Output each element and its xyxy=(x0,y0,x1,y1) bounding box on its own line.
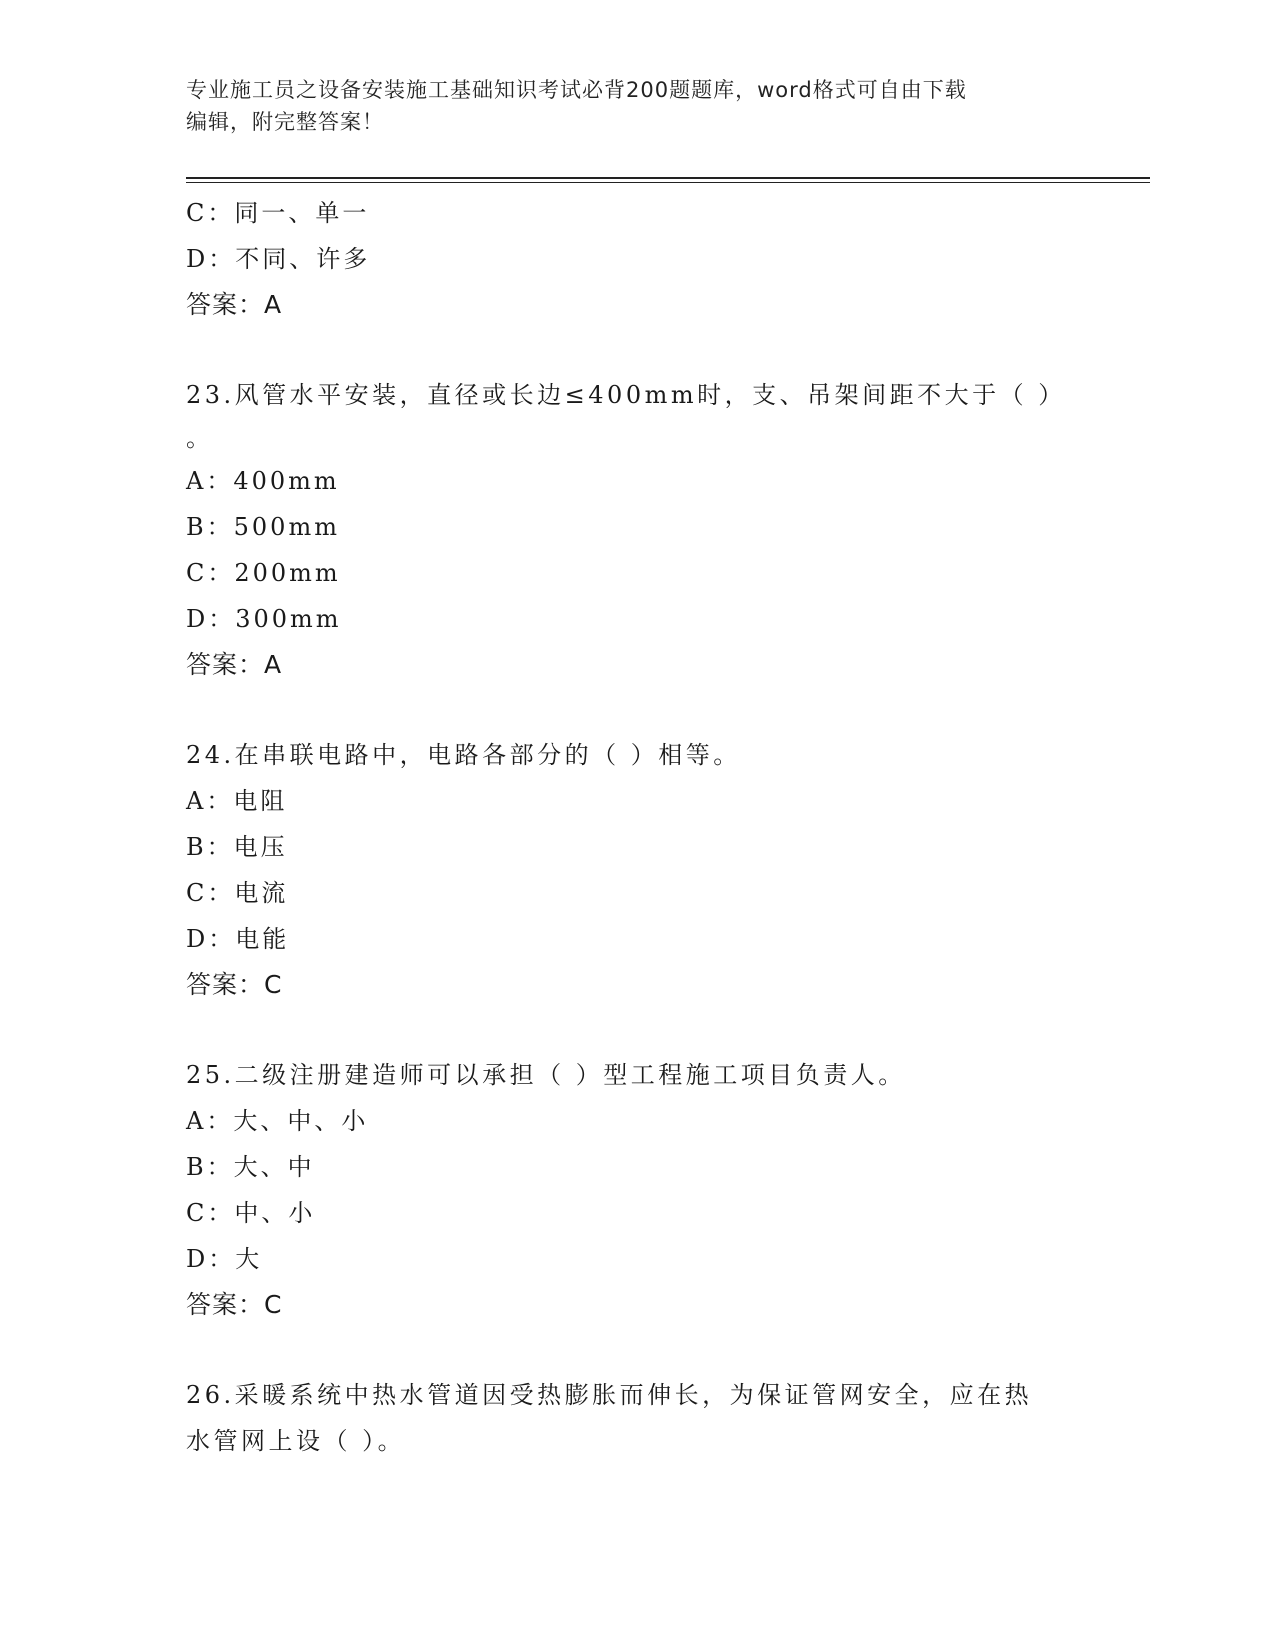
option-c: C：200mm xyxy=(186,559,341,587)
option-d: D：不同、许多 xyxy=(186,245,371,273)
option-c: C：电流 xyxy=(186,879,289,907)
answer-line: 答案：A xyxy=(186,290,283,319)
question-text: 24.在串联电路中，电路各部分的（ ）相等。 xyxy=(186,741,741,769)
option-b: B：大、中 xyxy=(186,1153,315,1181)
answer-line: 答案：A xyxy=(186,650,283,679)
document-header xyxy=(186,74,1066,138)
option-a: A：电阻 xyxy=(186,787,288,815)
question-block-25 xyxy=(186,1052,1086,1328)
header-divider xyxy=(186,177,1150,179)
option-d: D：大 xyxy=(186,1245,263,1273)
question-text-continued: 水管网上设（ ）。 xyxy=(186,1427,406,1455)
question-text: 26.采暖系统中热水管道因受热膨胀而伸长，为保证管网安全，应在热 xyxy=(186,1381,1033,1409)
option-b: B：电压 xyxy=(186,833,288,861)
question-block-23 xyxy=(186,372,1086,688)
question-block-26 xyxy=(186,1372,1086,1464)
header-divider-thin xyxy=(186,182,1150,183)
header-line: 编辑，附完整答案！ xyxy=(186,110,384,134)
option-b: B：500mm xyxy=(186,513,340,541)
answer-line: 答案：C xyxy=(186,1290,283,1319)
option-a: A：400mm xyxy=(186,467,340,495)
question-list xyxy=(186,190,1086,1464)
question-block-22 xyxy=(186,190,1086,328)
option-a: A：大、中、小 xyxy=(186,1107,369,1135)
option-d: D：电能 xyxy=(186,925,290,953)
option-d: D：300mm xyxy=(186,605,342,633)
question-text: 25.二级注册建造师可以承担（ ）型工程施工项目负责人。 xyxy=(186,1061,906,1089)
option-c: C：中、小 xyxy=(186,1199,316,1227)
answer-line: 答案：C xyxy=(186,970,283,999)
question-text-continued: 。 xyxy=(186,424,213,452)
option-c: C：同一、单一 xyxy=(186,199,370,227)
question-text: 23.风管水平安装，直径或长边≤400mm时，支、吊架间距不大于（ ） xyxy=(186,381,1066,409)
header-line: 专业施工员之设备安装施工基础知识考试必背200题题库，word格式可自由下载 xyxy=(186,78,967,102)
question-block-24 xyxy=(186,732,1086,1008)
